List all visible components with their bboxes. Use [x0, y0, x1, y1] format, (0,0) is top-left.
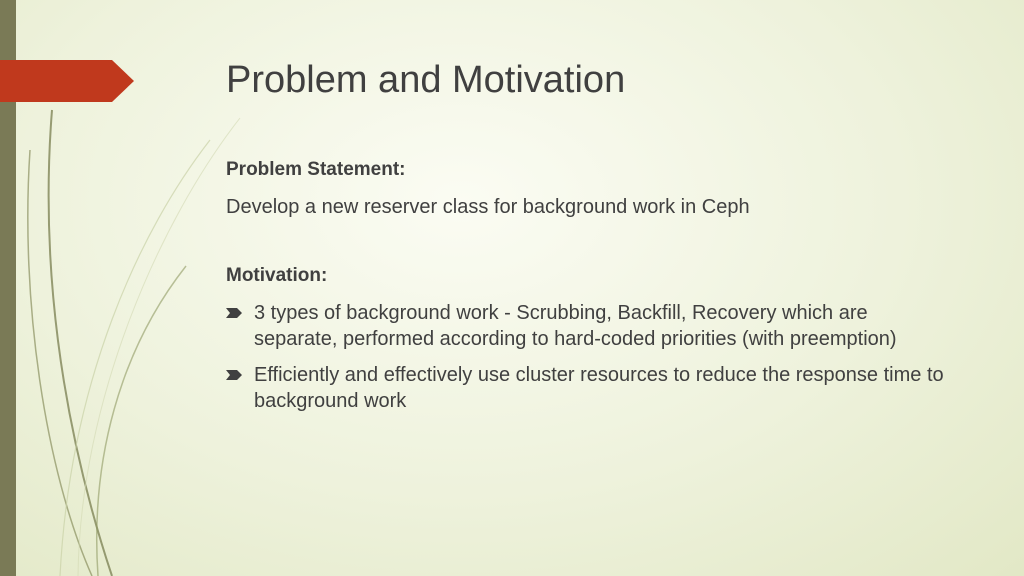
arrow-bullet-icon — [226, 308, 242, 318]
list-item — [226, 300, 946, 352]
bullet-text: 3 types of background work - Scrubbing, Backfill, Recovery which are separate, performed according to hard-coded priorities (with preemption) — [254, 302, 897, 350]
list-item — [226, 362, 946, 414]
arrow-bullet-icon — [226, 370, 242, 380]
motivation-heading: Motivation: — [226, 265, 328, 286]
slide-title: Problem and Motivation — [226, 59, 626, 101]
bullet-text: Efficiently and effectively use cluster resources to reduce the response time to background work — [254, 364, 944, 412]
title-accent-arrow — [0, 60, 134, 102]
problem-statement-heading: Problem Statement: — [226, 159, 406, 180]
problem-statement-text: Develop a new reserver class for background work in Ceph — [226, 196, 750, 218]
motivation-bullet-list — [226, 300, 946, 424]
